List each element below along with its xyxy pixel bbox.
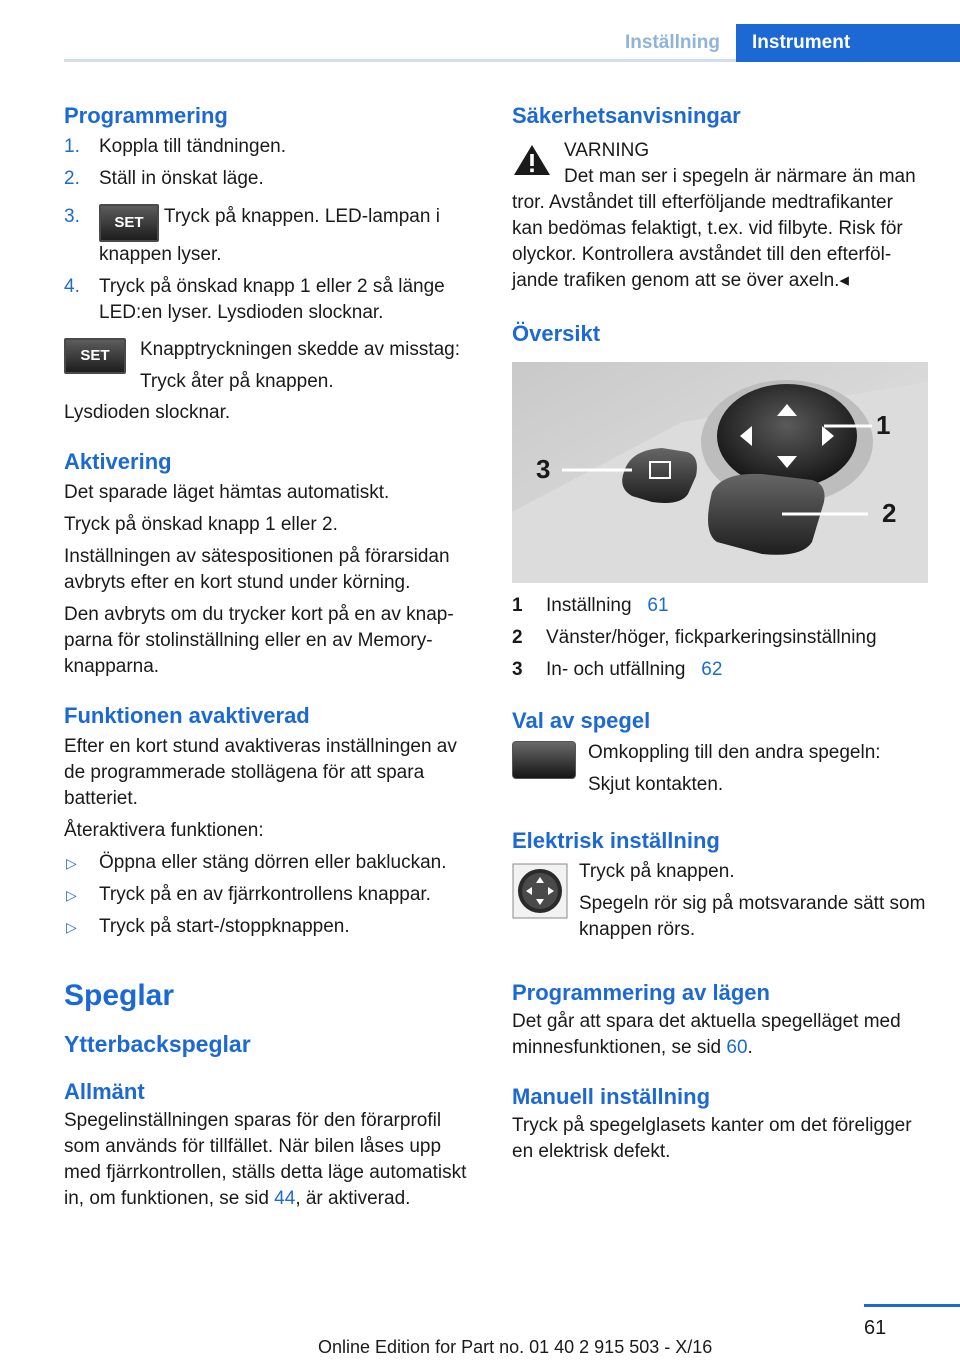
heading-elektrisk-installning: Elektrisk inställning: [512, 828, 720, 853]
warning-box: [512, 138, 928, 294]
aktivering-p2: Tryck på önskad knapp 1 eller 2.: [64, 514, 338, 535]
step-text: Ställ in önskat läge.: [99, 168, 264, 189]
triangle-bullet-icon: ▷: [66, 855, 77, 871]
overview-legend: [512, 593, 928, 683]
heading-funktionen-avaktiverad: Funktionen avaktiverad: [64, 703, 310, 728]
heading-ytterbackspeglar: Ytterbackspeglar: [64, 1031, 251, 1057]
avaktiverad-p2: Återaktivera funktionen:: [64, 820, 264, 841]
step-number: 3.: [64, 206, 80, 227]
legend-item: 2 Vänster/höger, fickparkeringsinställning: [512, 627, 877, 648]
manuell-text: Tryck på spegelglasets kanter om det föreligger en elektrisk defekt.: [512, 1115, 912, 1162]
header-section-tab[interactable]: Inställning: [625, 32, 720, 53]
page-header: [64, 24, 960, 62]
mistake-line-2: Tryck åter på knappen.: [140, 371, 334, 392]
left-column: [64, 100, 480, 1212]
electric-text-1: Tryck på knappen.: [579, 861, 735, 882]
programming-steps: [64, 134, 480, 326]
allmant-text: Spegelinställningen sparas för den förarprofil som används för tillfället. När bilen låses upp med fjärrkontrollen, ställs detta läge automatiskt in, om funktionen, se sid 44, är aktiverad.: [64, 1110, 467, 1209]
mirror-select-text-2: Skjut kontakten.: [588, 774, 724, 795]
step-4: [64, 274, 480, 326]
page-link-61[interactable]: 61: [647, 595, 669, 616]
step-number: 1.: [64, 136, 80, 157]
heading-programmering-av-lagen: Programmering av lägen: [512, 980, 770, 1005]
legend-item: 1 Inställning 61: [512, 595, 669, 616]
step-text: Tryck på knappen. LED-lampan i knappen lyser.: [99, 206, 440, 265]
page-link-44[interactable]: 44: [274, 1188, 296, 1209]
mirror-adjust-knob-icon: [512, 863, 568, 919]
warning-text: Det man ser i spegeln är närmare än man tror. Avståndet till efterföljande medtrafikanter kan bedömas felaktigt, t.ex. vid filbyte. Risk för olyckor. Kontrollera avståndet till den efterföljande trafiken genom att se över axeln.◂: [512, 166, 916, 291]
heading-oversikt: Översikt: [512, 321, 601, 346]
mirror-select-note: [512, 737, 928, 801]
step-number: 2.: [64, 168, 80, 189]
legend-item: 3 In- och utfällning 62: [512, 659, 723, 680]
electric-adjust-note: [512, 859, 928, 943]
callout-2: 2: [882, 498, 897, 528]
mirror-switch-image: [512, 362, 928, 583]
heading-val-av-spegel: Val av spegel: [512, 708, 651, 733]
step-text: Koppla till tändningen.: [99, 136, 286, 157]
heading-allmant: Allmänt: [64, 1079, 145, 1104]
callout-3: 3: [536, 454, 551, 484]
step-2: [64, 166, 480, 192]
aktivering-p1: Det sparade läget hämtas automatiskt.: [64, 482, 390, 503]
warning-triangle-icon: [512, 142, 552, 178]
reactivate-list: [64, 850, 480, 940]
triangle-bullet-icon: ▷: [66, 919, 77, 935]
callout-1: 1: [876, 410, 891, 440]
heading-sakerhetsanvisningar: Säkerhetsanvisningar: [512, 103, 741, 128]
step-3: [64, 204, 480, 268]
step-number: 4.: [64, 276, 80, 297]
set-button-icon: SET: [99, 204, 159, 242]
step-text: Tryck på önskad knapp 1 eller 2 så länge LED:en lyser. Lysdioden slocknar.: [99, 276, 445, 323]
heading-aktivering: Aktivering: [64, 449, 172, 474]
page-link-60[interactable]: 60: [726, 1037, 748, 1058]
mistake-line-1: Knapptryckningen skedde av misstag:: [140, 339, 461, 360]
led-off-text: Lysdioden slocknar.: [64, 402, 231, 423]
electric-text-2: Spegeln rör sig på motsvarande sätt som knappen rörs.: [579, 893, 926, 940]
page-link-62[interactable]: 62: [701, 659, 723, 680]
warning-title: VARNING: [564, 140, 650, 161]
heading-speglar: Speglar: [64, 979, 175, 1012]
right-column: [512, 100, 928, 1165]
step-1: [64, 134, 480, 160]
header-chapter-tab[interactable]: Instrument: [736, 24, 960, 62]
list-item: ▷ Tryck på start-/stoppknappen.: [64, 914, 480, 940]
aktivering-p4: Den avbryts om du trycker kort på en av knapparna för stolinställning eller en av Memory-knapparna.: [64, 604, 454, 677]
list-item: ▷ Tryck på en av fjärrkontrollens knappar.: [64, 882, 480, 908]
triangle-bullet-icon: ▷: [66, 887, 77, 903]
heading-programmering: Programmering: [64, 103, 228, 128]
set-button-icon: SET: [64, 338, 126, 374]
footer-edition: Online Edition for Part no. 01 40 2 915 503 - X/16: [318, 1337, 713, 1357]
heading-manuell-installning: Manuell inställning: [512, 1084, 711, 1109]
mirror-select-switch-icon: [512, 741, 576, 779]
prog-text: Det går att spara det aktuella spegelläget med minnesfunktionen, se sid 60.: [512, 1011, 901, 1058]
mirror-select-text-1: Omkoppling till den andra spegeln:: [588, 742, 881, 763]
mistake-note: [64, 334, 480, 398]
page-number: 61: [864, 1317, 887, 1339]
list-item: ▷ Öppna eller stäng dörren eller bakluckan.: [64, 850, 480, 876]
footer-rule: [864, 1304, 960, 1307]
avaktiverad-p1: Efter en kort stund avaktiveras inställningen av de programmerade stollägena för att spara batteriet.: [64, 736, 457, 809]
aktivering-p3: Inställningen av sätespositionen på förarsidan avbryts efter en kort stund under körning.: [64, 546, 450, 593]
